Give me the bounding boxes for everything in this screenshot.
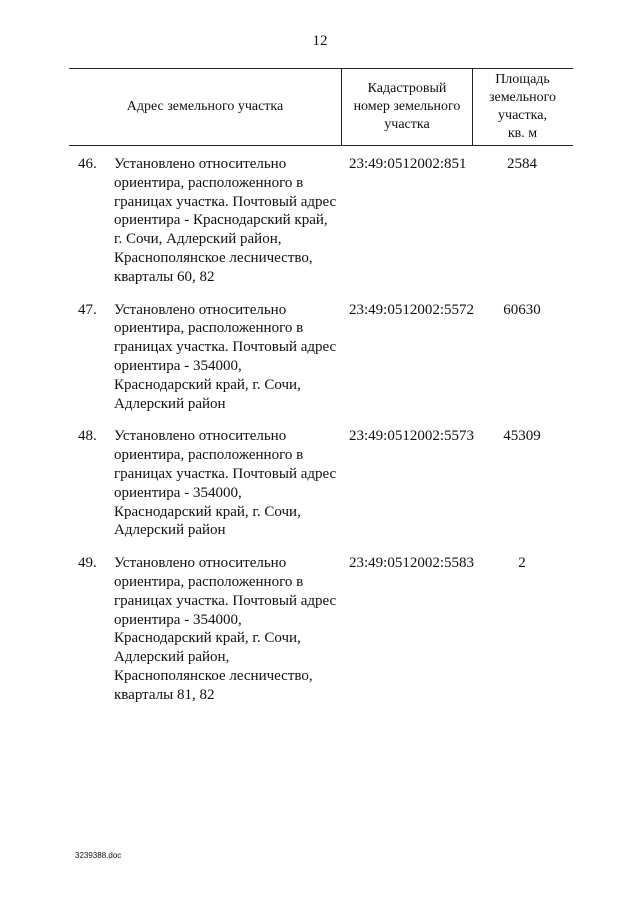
table-row: [0, 155, 640, 287]
row-cadastral-number: 23:49:0512002:5583: [349, 555, 475, 572]
header-cadastral-cell: [341, 69, 473, 145]
row-area: 2: [518, 555, 526, 572]
row-address: Установлено относительно ориентира, расположенного в границах участка. Почтовый адрес ориентира - 354000, Краснодарский край, г. Сочи, Адлерский район: [114, 301, 337, 412]
row-cadastral-number: 23:49:0512002:5572: [349, 301, 475, 318]
table-body: [0, 155, 640, 719]
row-area: 2584: [507, 156, 537, 172]
row-cadastral-number: 23:49:0512002:851: [349, 156, 467, 172]
row-address: Установлено относительно ориентира, расположенного в границах участка. Почтовый адрес ориентира - Краснодарский край, г. Сочи, Адлерский район, Краснополянское лесничество, кварталы 60, 82: [114, 156, 337, 285]
header-address-label: Адрес земельного участка: [126, 99, 284, 114]
row-area: 60630: [503, 301, 541, 318]
table-header: [69, 68, 573, 146]
header-cadastral-label: Кадастровый номер земельного участка: [353, 81, 461, 132]
row-number: 48.: [78, 428, 97, 445]
header-area-label: Площадь земельного участка, кв. м: [488, 72, 557, 141]
document-filename: 3239388.doc: [75, 851, 122, 860]
row-cadastral-number: 23:49:0512002:5573: [349, 428, 475, 445]
header-area-cell: [472, 69, 573, 145]
row-area: 45309: [503, 428, 541, 445]
table-row: [0, 427, 640, 540]
row-number: 49.: [78, 555, 97, 572]
page-number: 12: [312, 33, 328, 49]
table-row: [0, 554, 640, 704]
row-address: Установлено относительно ориентира, расположенного в границах участка. Почтовый адрес ориентира - 354000, Краснодарский край, г. Сочи, Адлерский район, Краснополянское лесничество, кварталы 81, 82: [114, 555, 337, 703]
table-row: [0, 301, 640, 414]
row-address: Установлено относительно ориентира, расположенного в границах участка. Почтовый адрес ориентира - 354000, Краснодарский край, г. Сочи, Адлерский район: [114, 428, 337, 539]
header-address-cell: [69, 69, 341, 145]
row-number: 47.: [78, 301, 97, 318]
row-number: 46.: [78, 156, 97, 172]
